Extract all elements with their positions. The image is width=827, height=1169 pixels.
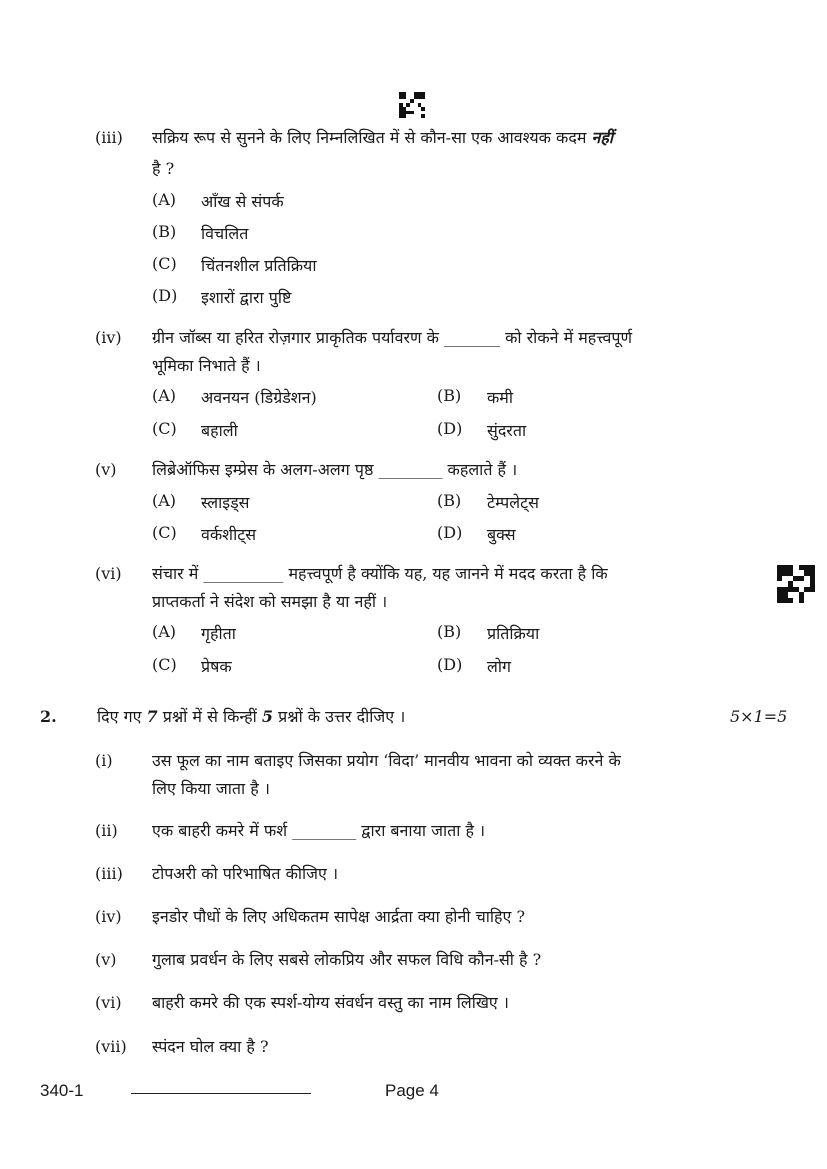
- question-text: गुलाब प्रवर्धन के लिए सबसे लोकप्रिय और सफल विधि कौन-सी है ?: [152, 950, 542, 969]
- option-text: अवनयन (डिग्रेडेशन): [201, 388, 317, 407]
- question-text: संचार में __________ महत्त्वपूर्ण है क्योंकि यह, यह जानने में मदद करता है कि: [152, 564, 608, 583]
- option-text: बुक्स: [487, 525, 516, 544]
- option-label: (D): [437, 655, 463, 674]
- question-text: ग्रीन जॉब्स या हरित रोज़गार प्राकृतिक पर्यावरण के _______ को रोकने में महत्त्वपूर्ण: [152, 328, 633, 347]
- option-label: (C): [152, 254, 177, 273]
- option-text: बहाली: [201, 421, 238, 440]
- option-text: वर्कशीट्स: [201, 525, 257, 544]
- option-label: (B): [437, 622, 462, 641]
- question-number: (v): [95, 950, 117, 969]
- option-text: इशारों द्वारा पुष्टि: [201, 288, 292, 307]
- question-text: एक बाहरी कमरे में फर्श ________ द्वारा बनाया जाता है ।: [152, 821, 486, 840]
- option-label: (B): [437, 386, 462, 405]
- question-number: (iv): [95, 907, 122, 926]
- question-text: सक्रिय रूप से सुनने के लिए निम्नलिखित में से कौन-सा एक आवश्यक कदम: [152, 128, 587, 147]
- option-text: कमी: [487, 388, 514, 407]
- option-label: (A): [152, 386, 177, 405]
- option-text: विचलित: [201, 224, 249, 243]
- option-label: (C): [152, 655, 177, 674]
- question-text: इनडोर पौधों के लिए अधिकतम सापेक्ष आर्द्रता क्या होनी चाहिए ?: [152, 907, 526, 926]
- count-given: 7: [146, 707, 158, 726]
- question-number: (vi): [95, 993, 122, 1012]
- option-text: प्रतिक्रिया: [487, 624, 540, 643]
- option-label: (A): [152, 491, 177, 510]
- option-label: (B): [437, 491, 462, 510]
- question-number: (iv): [95, 328, 122, 347]
- option-text: चिंतनशील प्रतिक्रिया: [201, 256, 317, 275]
- option-text: स्लाइड्स: [201, 493, 250, 512]
- question-text: टोपअरी को परिभाषित कीजिए ।: [152, 864, 339, 883]
- question-text: उस फूल का नाम बताइए जिसका प्रयोग ‘विदा’ मानवीय भावना को व्यक्त करने के: [152, 751, 621, 770]
- option-text: आँख से संपर्क: [201, 192, 284, 211]
- option-label: (D): [437, 419, 463, 438]
- option-label: (A): [152, 622, 177, 641]
- footer-divider: [131, 1093, 311, 1094]
- option-text: गृहीता: [201, 624, 236, 643]
- question-instruction: दिए गए 7 प्रश्नों में से किन्हीं 5 प्रश्नों के उत्तर दीजिए ।: [97, 707, 406, 726]
- qr-code-icon: [399, 92, 425, 118]
- option-text: लोग: [487, 657, 512, 676]
- option-label: (B): [152, 222, 177, 241]
- option-label: (D): [152, 286, 178, 305]
- marks-label: 5×1=5: [730, 707, 788, 726]
- question-number: (v): [95, 460, 117, 479]
- option-label: (A): [152, 190, 177, 209]
- count-required: 5: [261, 707, 274, 726]
- question-text: बाहरी कमरे की एक स्पर्श-योग्य संवर्धन वस्तु का नाम लिखिए ।: [152, 993, 509, 1012]
- paper-code: 340-1: [40, 1081, 84, 1100]
- option-label: (D): [437, 523, 463, 542]
- option-text: सुंदरता: [487, 421, 527, 440]
- question-emphasis: नहीं: [591, 128, 614, 147]
- question-number: (iii): [95, 128, 123, 147]
- qr-code-icon: [777, 565, 815, 603]
- question-text-cont: है ?: [152, 159, 175, 178]
- question-text-cont: लिए किया जाता है ।: [152, 779, 270, 798]
- question-number: 2.: [40, 707, 57, 726]
- question-number: (iii): [95, 864, 123, 883]
- question-number: (vi): [95, 564, 122, 583]
- question-number: (vii): [95, 1037, 127, 1056]
- question-text: स्पंदन घोल क्या है ?: [152, 1037, 269, 1056]
- page-number: Page 4: [385, 1081, 439, 1100]
- question-text: लिब्रेऑफिस इम्प्रेस के अलग-अलग पृष्ठ ________ कहलाते हैं ।: [152, 460, 518, 479]
- option-text: टेम्पलेट्स: [487, 493, 539, 512]
- question-text-cont: भूमिका निभाते हैं ।: [152, 356, 261, 375]
- option-text: प्रेषक: [201, 657, 232, 676]
- question-number: (i): [95, 751, 113, 770]
- option-label: (C): [152, 419, 177, 438]
- question-text-cont: प्राप्तकर्ता ने संदेश को समझा है या नहीं ।: [152, 592, 388, 611]
- option-label: (C): [152, 523, 177, 542]
- question-number: (ii): [95, 821, 118, 840]
